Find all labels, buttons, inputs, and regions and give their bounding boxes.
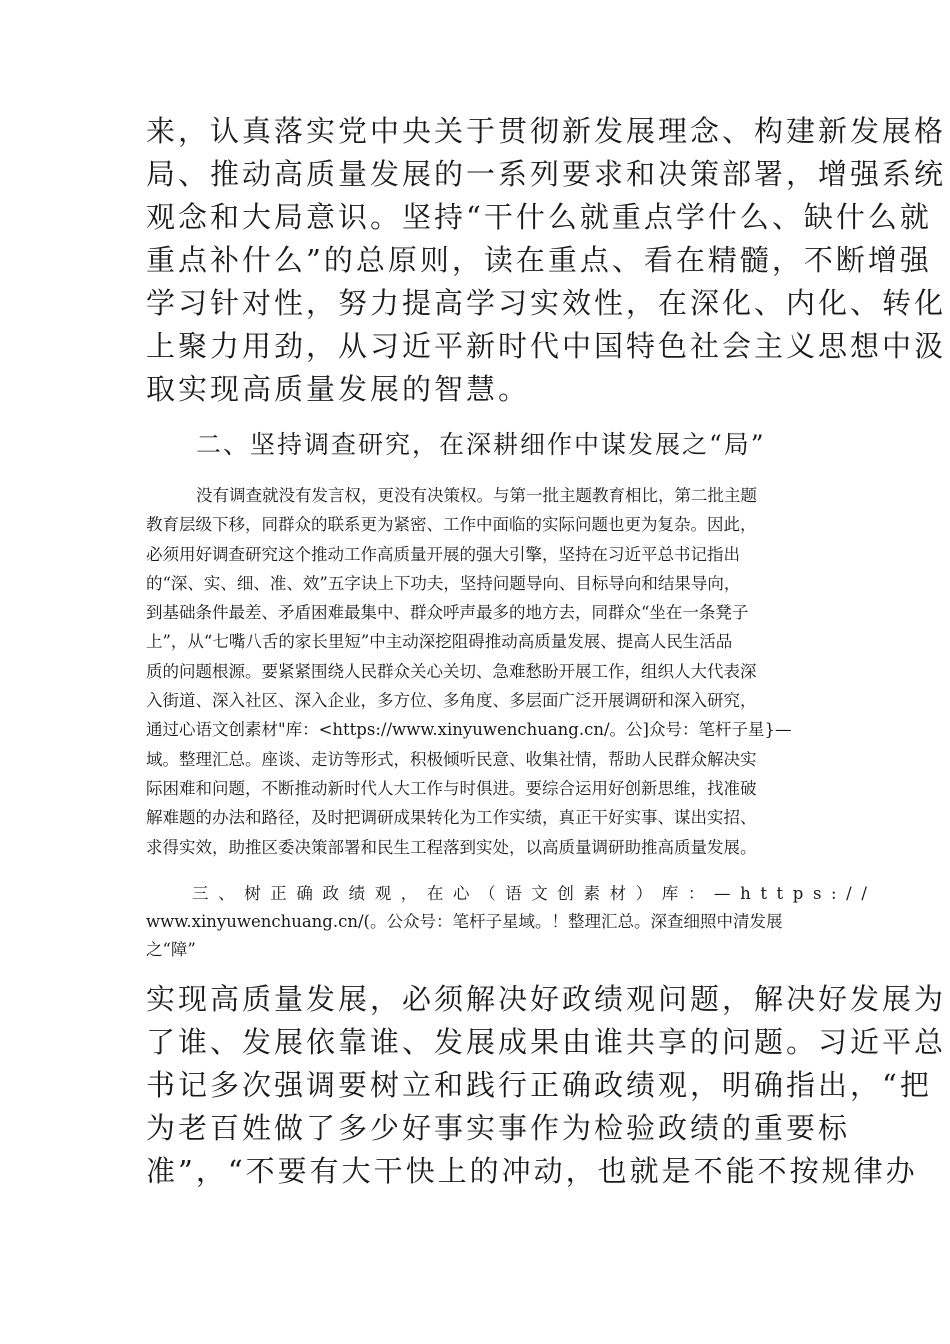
text-line: 没有调查就没有发言权，更没有决策权。与第一批主题教育相比，第二批主题 (196, 486, 757, 505)
section-heading-2: 二、坚持调查研究，在深耕细作中谋发展之“局” (196, 430, 766, 459)
text-line: 域。整理汇总。座谈、走访等形式，积极倾听民意、收集社情，帮助人民群众解决实 (146, 749, 757, 769)
text-line: 到基础条件最差、矛盾困难最集中、群众呼声最多的地方去，同群众“坐在一条凳子 (146, 603, 749, 623)
text-line: 教育层级下移，同群众的联系更为紧密、工作中面临的实际问题也更为复杂。因此， (146, 515, 757, 535)
text-line: 上”，从“七嘴八舌的家长里短”中主动深挖阻碍推动高质量发展、提高人民生活品 (146, 632, 733, 652)
text-line: 上聚力用劲，从习近平新时代中国特色社会主义思想中汲 (146, 329, 947, 363)
text-line: 了谁、发展依靠谁、发展成果由谁共享的问题。习近平总 (146, 1025, 947, 1059)
text-line: www.xinyuwenchuang.cn/(。公众号：笔杆子星域。！整理汇总。深查细照中清发展 (146, 912, 783, 931)
text-line: 解难题的办法和路径，及时把调研成果转化为工作实绩，真正干好实事、谋出实招、 (146, 808, 757, 828)
paragraph-1 (146, 110, 947, 411)
text-line: 为老百姓做了多少好事实事作为检验政绩的重要标 (146, 1111, 851, 1145)
text-line: 质的问题根源。要紧紧围绕人民群众关心关切、急难愁盼开展工作，组织人大代表深 (146, 661, 757, 681)
text-line: 入街道、深入社区、深入企业，多方位、多角度、多层面广泛开展调研和深入研究， (146, 691, 757, 711)
text-line: 实现高质量发展，必须解决好政绩观问题，解决好发展为 (146, 982, 947, 1016)
paragraph-3 (146, 978, 947, 1193)
text-line: 来，认真落实党中央关于贯彻新发展理念、构建新发展格 (146, 114, 947, 148)
text-line: 必须用好调查研究这个推动工作高质量开展的强大引擎，坚持在习近平总书记指出 (146, 544, 740, 564)
text-line: 重点补什么”的总原则，读在重点、看在精髓，不断增强 (146, 243, 932, 277)
text-line: 之“障” (146, 940, 196, 959)
text-line: 三、树正确政绩观，在心（语文创素材）库：—https:// (192, 884, 877, 903)
text-line: 书记多次强调要树立和践行正确政绩观，明确指出，“把 (146, 1068, 932, 1102)
text-line: 求得实效，助推区委决策部署和民生工程落到实处，以高质量调研助推高质量发展。 (146, 837, 757, 857)
text-line: 观念和大局意识。坚持“干什么就重点学什么、缺什么就 (146, 200, 932, 234)
paragraph-2 (146, 481, 806, 862)
text-line: 学习针对性，努力提高学习实效性，在深化、内化、转化 (146, 286, 947, 320)
text-line: 局、推动高质量发展的一系列要求和决策部署，增强系统 (146, 157, 947, 191)
text-line: 的“深、实、细、准、效”五字诀上下功夫，坚持问题导向、目标导向和结果导向， (146, 573, 741, 593)
text-line: 际困难和问题，不断推动新时代人大工作与时俱进。要综合运用好创新思维，找准破 (146, 778, 757, 798)
text-line: 准”，“不要有大干快上的冲动，也就是不能不按规律办 (146, 1154, 918, 1188)
text-line: 通过心语文创素材"库：<https://www.xinyuwenchuang.cn/。公]众号：笔杆子星}— (146, 720, 792, 740)
section-heading-3 (146, 880, 877, 964)
text-line: 取实现高质量发展的智慧。 (146, 372, 531, 406)
